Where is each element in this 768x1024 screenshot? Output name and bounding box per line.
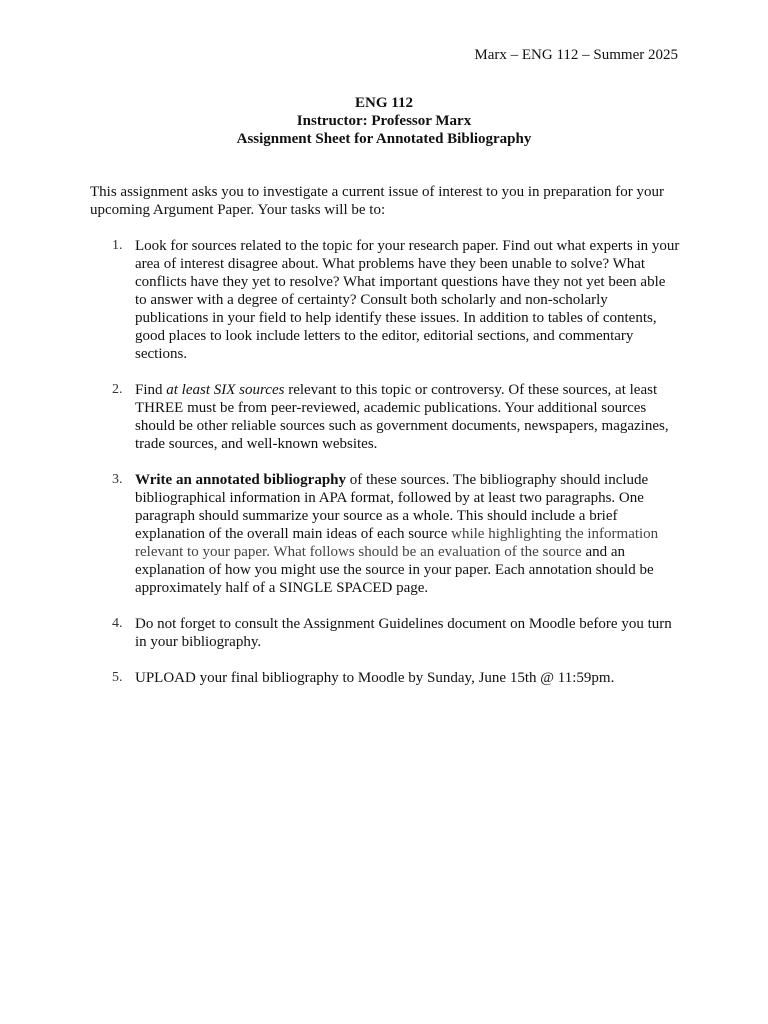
task-text-post: relevant to this topic or controversy. Of these sources, at least THREE must be from peer-reviewed, academic publications. Your additional sources should be other reliable sources such as government documents, newspapers, magazines, trade sources, and well-known websites. (135, 382, 669, 452)
task-item-3 (90, 471, 680, 597)
task-item-1 (90, 237, 680, 363)
intro-paragraph: This assignment asks you to investigate a current issue of interest to you in preparation for your upcoming Argument Paper. Your tasks will be to: (90, 184, 665, 218)
task-item-5 (90, 669, 680, 687)
task-list (90, 237, 680, 705)
task-text: UPLOAD your final bibliography to Moodle by Sunday, June 15th @ 11:59pm. (135, 670, 615, 686)
task-item-2 (90, 381, 680, 453)
task-text: Do not forget to consult the Assignment Guidelines document on Moodle before you turn in your bibliography. (135, 616, 672, 650)
task-emphasis: at least SIX sources (166, 382, 285, 398)
task-number: 5. (112, 670, 123, 685)
course-title: ENG 112 (355, 95, 413, 111)
title-block (0, 94, 768, 148)
task-number: 2. (112, 382, 123, 397)
task-text-pre: Find (135, 382, 167, 398)
task-text-part3: and an explanation of how you might use the source in your paper. Each annotation should be approximately half of a SINGLE SPACED page. (135, 544, 654, 596)
task-bold-lead: Write an annotated bibliography (135, 472, 347, 488)
task-text: Look for sources related to the topic for your research paper. Find out what experts in your area of interest disagree about. What problems have they been unable to solve? What conflicts have they yet to resolve? What important questions have they not yet been able to answer with a degree of certainty? Consult both scholarly and non-scholarly publications in your field to help identify these issues. In addition to tables of contents, good places to look include letters to the editor, editorial sections, and commentary sections. (135, 238, 680, 362)
task-number: 1. (112, 238, 123, 253)
task-number: 4. (112, 616, 123, 631)
task-text-part2: while highlighting the information relevant to your paper. What follows should be an evaluation of the source (135, 526, 659, 560)
task-number: 3. (112, 472, 123, 487)
task-text-part1: of these sources. The bibliography should include bibliographical information in APA format, followed by at least two paragraphs. One paragraph should summarize your source as a whole. This should include a brief explanation of the overall main ideas of each source (135, 472, 649, 542)
running-head: Marx – ENG 112 – Summer 2025 (474, 47, 678, 63)
assignment-title: Assignment Sheet for Annotated Bibliography (236, 131, 532, 147)
task-item-4 (90, 615, 680, 651)
instructor-line: Instructor: Professor Marx (296, 113, 472, 129)
